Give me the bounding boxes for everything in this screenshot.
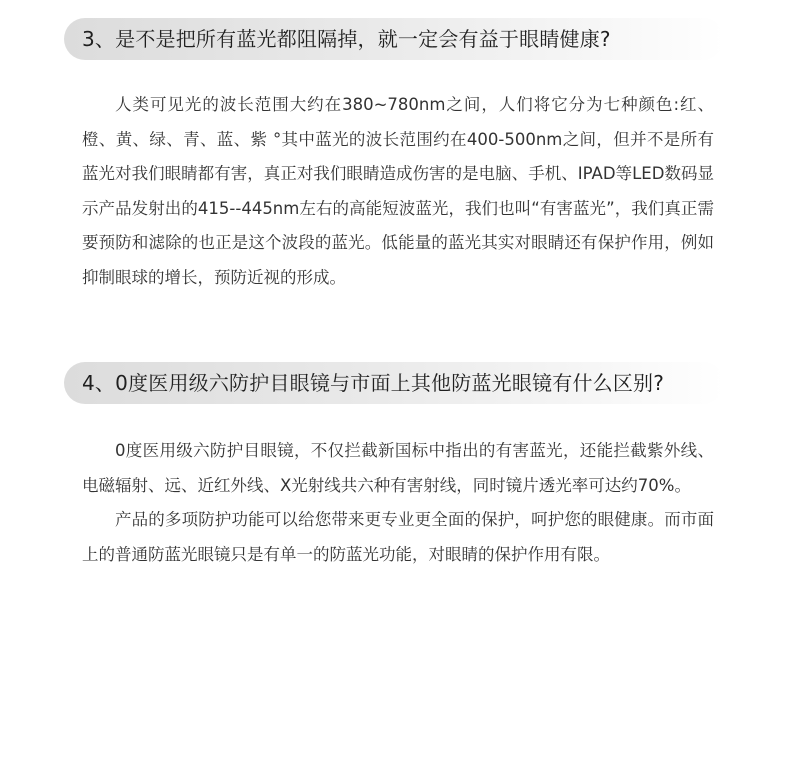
paragraph: 人类可见光的波长范围大约在380~780nm之间，人们将它分为七种颜色:红、橙、黄、绿、青、蓝、紫 °其中蓝光的波长范围约在400-500nm之间，但并不是所有蓝光对我们眼睛都有害，真正对我们眼睛造成伤害的是电脑、手机、IPAD等LED数码显示产品发射出的415--445nm左右的高能短波蓝光，我们也叫“有害蓝光”，我们真正需要预防和滤除的也正是这个波段的蓝光。低能量的蓝光其实对眼睛还有保护作用，例如抑制眼球的增长，预防近视的形成。 [82,95,714,287]
paragraph: 0度医用级六防护目眼镜，不仅拦截新国标中指出的有害蓝光，还能拦截紫外线、电磁辐射、远、近红外线、X光射线共六种有害射线，同时镜片透光率可达约70%。 [82,441,714,495]
section-heading-banner [64,18,724,60]
paragraph: 产品的多项防护功能可以给您带来更专业更全面的保护，呵护您的眼健康。而市面上的普通防蓝光眼镜只是有单一的防蓝光功能，对眼睛的保护作用有限。 [82,510,714,564]
faq-section-3 [0,18,790,295]
section-heading-banner [64,362,724,404]
faq-section-4 [0,362,790,572]
section-heading: 3、是不是把所有蓝光都阻隔掉，就一定会有益于眼睛健康? [82,27,611,51]
section-body [82,88,714,295]
section-heading: 4、0度医用级六防护目眼镜与市面上其他防蓝光眼镜有什么区别? [82,371,665,395]
section-body [82,434,714,572]
